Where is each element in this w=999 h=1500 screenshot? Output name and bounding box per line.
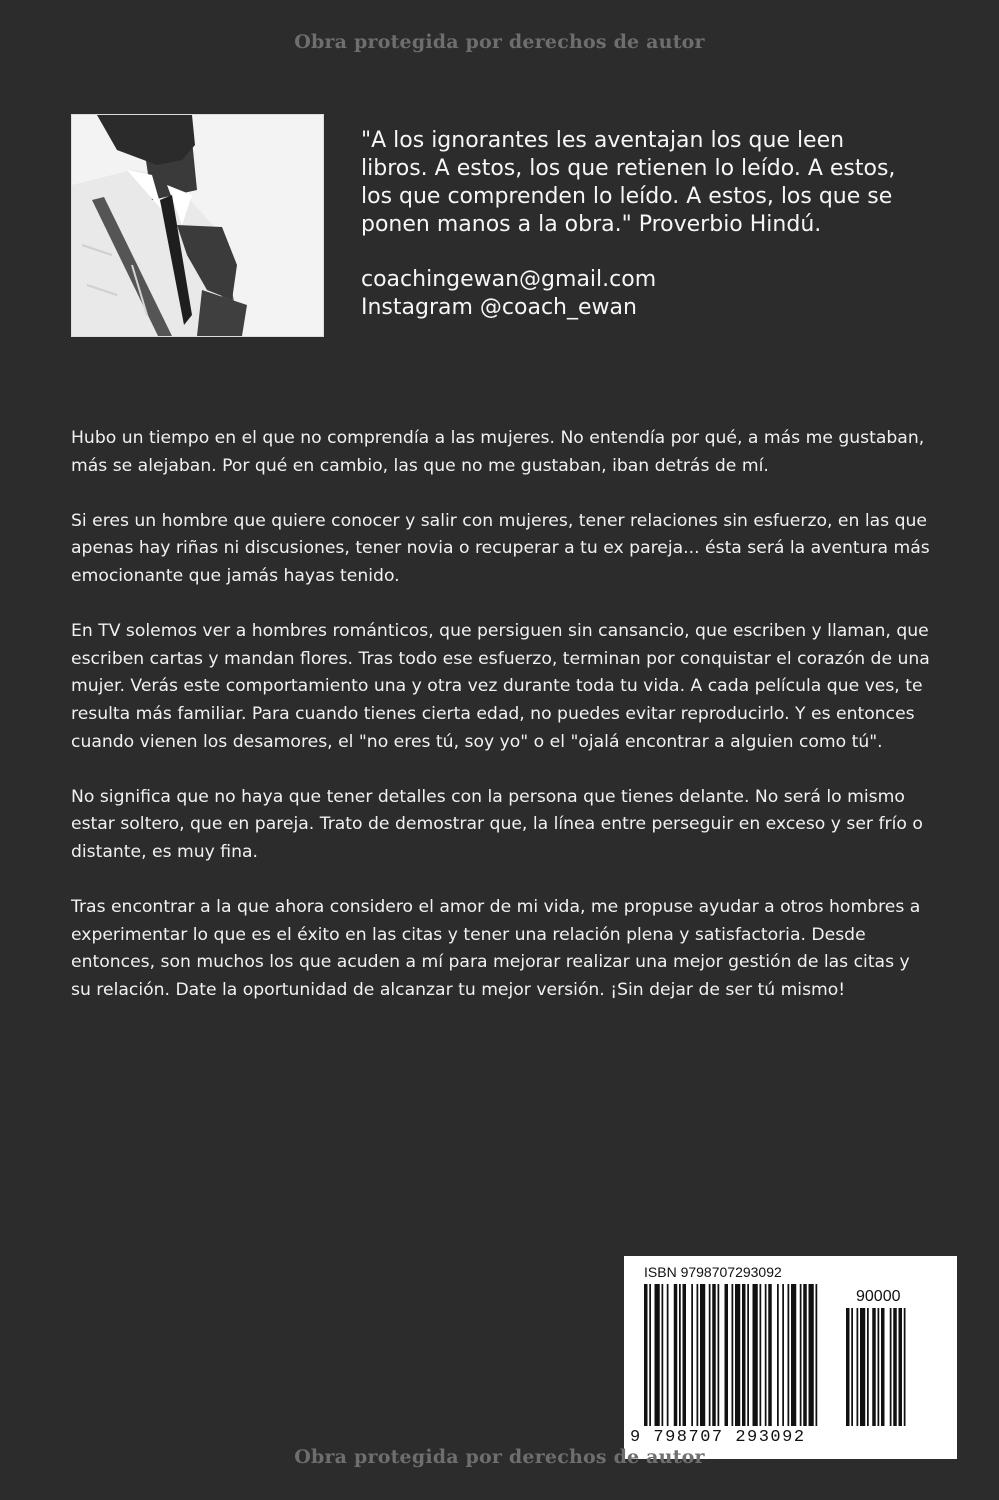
- barcode-bar: [697, 1284, 699, 1426]
- barcode-bar: [700, 1284, 705, 1426]
- addon-bar: [867, 1308, 869, 1426]
- addon-bar: [890, 1308, 892, 1426]
- barcode-bar: [691, 1284, 693, 1426]
- barcode-bar: [732, 1284, 734, 1426]
- isbn-label: ISBN 9798707293092: [644, 1264, 782, 1280]
- quote-line: ponen manos a la obra." Proverbio Hindú.: [361, 212, 822, 237]
- addon-bar: [846, 1308, 850, 1426]
- contact-instagram: Instagram @coach_ewan: [361, 295, 637, 320]
- barcode-bar: [803, 1284, 807, 1426]
- barcode-bar: [791, 1284, 796, 1426]
- hindu-proverb-quote: [361, 127, 936, 239]
- barcode-bar: [753, 1284, 758, 1426]
- blurb-paragraph: Tras encontrar a la que ahora considero el amor de mi vida, me propuse ayudar a otros hombres a experimentar lo que es el éxito en las citas y tener una relación plena y satisfactoria. Desde entonces, son muchos los que acuden a mí para mejorar realizar una mejor gestión de las citas y su relación. Date la oportunidad de alcanzar tu mejor versión. ¡Sin dejar de ser tú mismo!: [71, 897, 921, 1000]
- author-quote-block: [361, 127, 936, 322]
- addon-bar: [893, 1308, 897, 1426]
- barcode-bar: [809, 1284, 814, 1426]
- barcode-bar: [782, 1284, 784, 1426]
- addon-bar: [899, 1308, 903, 1426]
- barcode-bar: [712, 1284, 716, 1426]
- barcode-bar: [674, 1284, 678, 1426]
- author-photo-illustration: [72, 115, 323, 336]
- barcode-bar: [709, 1284, 711, 1426]
- addon-bar: [881, 1308, 885, 1426]
- blurb-paragraph: Si eres un hombre que quiere conocer y salir con mujeres, tener relaciones sin esfuerzo, en las que apenas hay riñas ni discusiones, tener novia o recuperar a tu ex pareja... ésta será la aventura más emocionante que jamás hayas tenido.: [71, 510, 930, 586]
- copyright-watermark-top: Obra protegida por derechos de autor: [294, 31, 705, 53]
- blurb-paragraph: Hubo un tiempo en el que no comprendía a las mujeres. No entendía por qué, a más me gustaban, más se alejaban. Por qué en cambio, las que no me gustaban, iban detrás de mí.: [71, 428, 925, 476]
- quote-line: los que comprenden lo leído. A estos, los que se: [361, 184, 893, 209]
- isbn-barcode: [624, 1256, 957, 1459]
- back-cover-blurb: [71, 425, 933, 1032]
- addon-bar: [904, 1308, 906, 1426]
- blurb-paragraph: No significa que no haya que tener detalles con la persona que tienes delante. No será lo mismo estar soltero, que en pareja. Trato de demostrar que, la línea entre perseguir en exceso y ser frío o distante, es muy fina.: [71, 786, 923, 862]
- addon-bar: [878, 1308, 880, 1426]
- barcode-bar: [662, 1284, 664, 1426]
- author-photo: [71, 114, 324, 337]
- barcode-bar: [725, 1284, 729, 1426]
- quote-line: libros. A estos, los que retienen lo leído. A estos,: [361, 156, 896, 181]
- barcode-bar: [788, 1284, 790, 1426]
- quote-line: "A los ignorantes les aventajan los que leen: [361, 128, 845, 153]
- isbn-digits: 9 798707 293092: [630, 1428, 806, 1447]
- barcode-bar: [718, 1284, 720, 1426]
- addon-bar: [857, 1308, 859, 1426]
- barcode-bar: [649, 1284, 651, 1426]
- barcode-bar: [768, 1284, 772, 1426]
- addon-bar: [860, 1308, 865, 1426]
- barcode-bar: [742, 1284, 746, 1426]
- barcode-bar: [655, 1284, 660, 1426]
- barcode-bar: [800, 1284, 802, 1426]
- barcode-bar: [760, 1284, 762, 1426]
- author-contact: [361, 266, 936, 322]
- barcode-bar: [679, 1284, 681, 1426]
- barcode-bar: [683, 1284, 687, 1426]
- addon-bar: [872, 1308, 876, 1426]
- barcode-bar: [747, 1284, 749, 1426]
- barcode-bar: [667, 1284, 669, 1426]
- barcode-bar: [777, 1284, 779, 1426]
- contact-email: coachingewan@gmail.com: [361, 267, 657, 292]
- price-code: 90000: [856, 1288, 901, 1305]
- addon-bar: [851, 1308, 853, 1426]
- barcode-bar: [765, 1284, 767, 1426]
- copyright-watermark-bottom: Obra protegida por derechos de autor: [294, 1446, 705, 1468]
- barcode-bar: [644, 1284, 648, 1426]
- barcode-bar: [735, 1284, 740, 1426]
- barcode-bar: [816, 1284, 818, 1426]
- blurb-paragraph: En TV solemos ver a hombres románticos, que persiguen sin cansancio, que escriben y llaman, que escriben cartas y mandan flores. Tras todo ese esfuerzo, terminan por conquistar el corazón de una mujer. Verás este comportamiento una y otra vez durante toda tu vida. A cada película que ves, te resulta más familiar. Para cuando tienes cierta edad, no puedes evitar reproducirlo. Y es entonces cuando vienen los desamores, el "no eres tú, soy yo" o el "ojalá encontrar a alguien como tú".: [71, 621, 930, 752]
